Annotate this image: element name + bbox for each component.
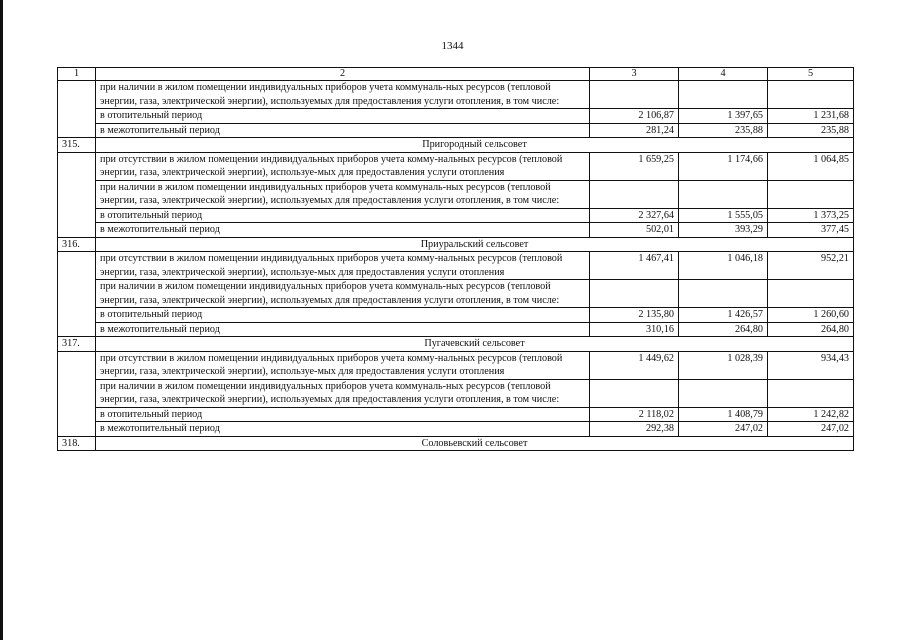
value-col-5: 1 064,85 xyxy=(768,152,854,180)
header-col-1: 1 xyxy=(58,68,96,81)
value-col-5: 1 231,68 xyxy=(768,109,854,124)
table-row xyxy=(58,422,854,437)
value-col-4 xyxy=(679,379,768,407)
value-col-4 xyxy=(679,180,768,208)
value-col-5: 264,80 xyxy=(768,322,854,337)
row-description: при отсутствии в жилом помещении индивидуальных приборов учета комму-нальных ресурсов (тепловой энергии, газа, электрической энергии), используе-мых для предоставления услуги отопления xyxy=(96,152,590,180)
value-col-3: 2 106,87 xyxy=(590,109,679,124)
value-col-3: 2 327,64 xyxy=(590,208,679,223)
value-col-3: 281,24 xyxy=(590,123,679,138)
row-number-cell xyxy=(58,81,96,138)
header-col-4: 4 xyxy=(679,68,768,81)
value-col-3: 310,16 xyxy=(590,322,679,337)
value-col-3: 2 118,02 xyxy=(590,407,679,422)
section-row xyxy=(58,337,854,352)
table-row xyxy=(58,81,854,109)
value-col-3: 502,01 xyxy=(590,223,679,238)
section-number: 318. xyxy=(58,436,96,451)
row-description: в межотопительный период xyxy=(96,123,590,138)
table-row xyxy=(58,322,854,337)
value-col-4: 1 555,05 xyxy=(679,208,768,223)
section-title: Пригородный сельсовет xyxy=(96,138,854,153)
value-col-5: 1 373,25 xyxy=(768,208,854,223)
table-row xyxy=(58,308,854,323)
value-col-4: 1 046,18 xyxy=(679,252,768,280)
row-description: в отопительный период xyxy=(96,208,590,223)
section-title: Соловьевский сельсовет xyxy=(96,436,854,451)
value-col-5: 1 242,82 xyxy=(768,407,854,422)
value-col-3 xyxy=(590,379,679,407)
row-description: в отопительный период xyxy=(96,407,590,422)
header-col-3: 3 xyxy=(590,68,679,81)
value-col-5: 952,21 xyxy=(768,252,854,280)
row-number-cell xyxy=(58,152,96,237)
value-col-4: 1 408,79 xyxy=(679,407,768,422)
section-title: Приуральский сельсовет xyxy=(96,237,854,252)
value-col-3 xyxy=(590,180,679,208)
value-col-4: 1 426,57 xyxy=(679,308,768,323)
row-description: при отсутствии в жилом помещении индивидуальных приборов учета комму-нальных ресурсов (тепловой энергии, газа, электрической энергии), используе-мых для предоставления услуги отопления xyxy=(96,252,590,280)
value-col-4: 1 174,66 xyxy=(679,152,768,180)
table-row xyxy=(58,223,854,238)
value-col-5 xyxy=(768,379,854,407)
section-row xyxy=(58,237,854,252)
header-col-2: 2 xyxy=(96,68,590,81)
table-row xyxy=(58,351,854,379)
row-description: в межотопительный период xyxy=(96,322,590,337)
row-description: при наличии в жилом помещении индивидуальных приборов учета коммуналь-ных ресурсов (тепловой энергии, газа, электрической энергии), используемых для предоставления услуги отопления, в том числе: xyxy=(96,379,590,407)
section-row xyxy=(58,138,854,153)
table-row xyxy=(58,123,854,138)
table-header-row xyxy=(58,68,854,81)
table-row xyxy=(58,180,854,208)
table-row xyxy=(58,109,854,124)
page-number: 1344 xyxy=(441,40,464,52)
row-number-cell xyxy=(58,252,96,337)
value-col-5: 247,02 xyxy=(768,422,854,437)
table-row xyxy=(58,208,854,223)
section-title: Пугачевский сельсовет xyxy=(96,337,854,352)
value-col-3: 1 659,25 xyxy=(590,152,679,180)
row-description: при наличии в жилом помещении индивидуальных приборов учета коммуналь-ных ресурсов (тепловой энергии, газа, электрической энергии), используемых для предоставления услуги отопления, в том числе: xyxy=(96,280,590,308)
value-col-3: 2 135,80 xyxy=(590,308,679,323)
row-description: в отопительный период xyxy=(96,109,590,124)
section-number: 315. xyxy=(58,138,96,153)
row-description: при отсутствии в жилом помещении индивидуальных приборов учета комму-нальных ресурсов (тепловой энергии, газа, электрической энергии), используе-мых для предоставления услуги отопления xyxy=(96,351,590,379)
value-col-3 xyxy=(590,280,679,308)
header-col-5: 5 xyxy=(768,68,854,81)
section-number: 316. xyxy=(58,237,96,252)
tariff-table xyxy=(57,67,854,451)
value-col-5 xyxy=(768,280,854,308)
table-row xyxy=(58,379,854,407)
row-description: в межотопительный период xyxy=(96,422,590,437)
row-description: в межотопительный период xyxy=(96,223,590,238)
value-col-5 xyxy=(768,180,854,208)
value-col-5: 377,45 xyxy=(768,223,854,238)
value-col-4: 264,80 xyxy=(679,322,768,337)
row-description: в отопительный период xyxy=(96,308,590,323)
value-col-4: 1 028,39 xyxy=(679,351,768,379)
value-col-5: 235,88 xyxy=(768,123,854,138)
section-row xyxy=(58,436,854,451)
row-number-cell xyxy=(58,351,96,436)
table-body xyxy=(58,68,854,451)
value-col-3: 1 449,62 xyxy=(590,351,679,379)
value-col-4 xyxy=(679,81,768,109)
value-col-4: 247,02 xyxy=(679,422,768,437)
table-row xyxy=(58,152,854,180)
value-col-3: 1 467,41 xyxy=(590,252,679,280)
value-col-3 xyxy=(590,81,679,109)
value-col-3: 292,38 xyxy=(590,422,679,437)
table-row xyxy=(58,252,854,280)
value-col-4: 393,29 xyxy=(679,223,768,238)
value-col-5 xyxy=(768,81,854,109)
value-col-5: 934,43 xyxy=(768,351,854,379)
value-col-4 xyxy=(679,280,768,308)
table-row xyxy=(58,407,854,422)
value-col-5: 1 260,60 xyxy=(768,308,854,323)
row-description: при наличии в жилом помещении индивидуальных приборов учета коммуналь-ных ресурсов (тепловой энергии, газа, электрической энергии), используемых для предоставления услуги отопления, в том числе: xyxy=(96,180,590,208)
section-number: 317. xyxy=(58,337,96,352)
table-row xyxy=(58,280,854,308)
value-col-4: 235,88 xyxy=(679,123,768,138)
row-description: при наличии в жилом помещении индивидуальных приборов учета коммуналь-ных ресурсов (тепловой энергии, газа, электрической энергии), используемых для предоставления услуги отопления, в том числе: xyxy=(96,81,590,109)
left-margin-bar xyxy=(0,0,3,640)
value-col-4: 1 397,65 xyxy=(679,109,768,124)
